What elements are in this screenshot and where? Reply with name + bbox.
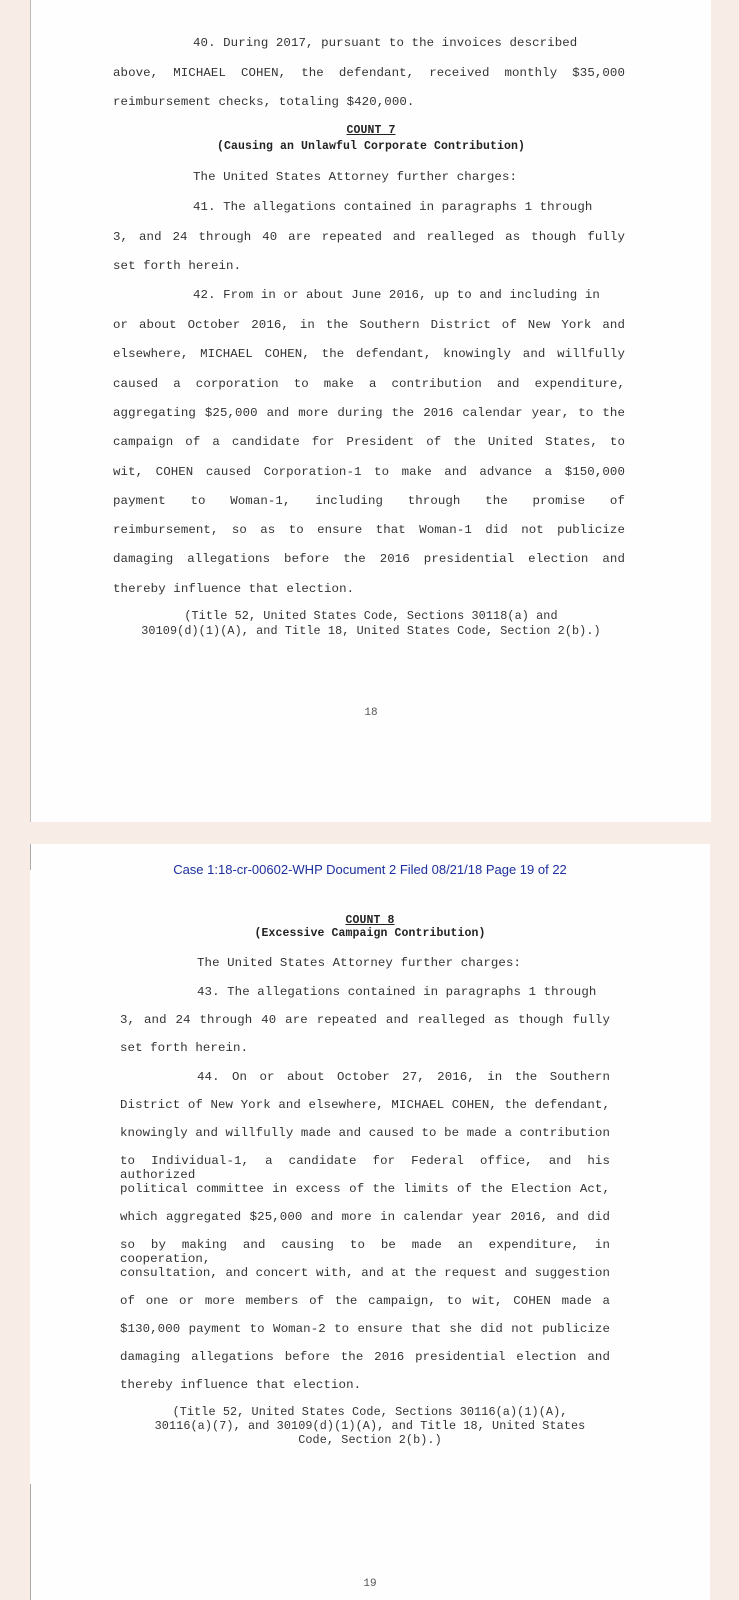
charges-line: The United States Attorney further charges: xyxy=(197,956,522,970)
paragraph-44-line-8: consultation, and concert with, and at the request and suggestion xyxy=(120,1266,610,1280)
paragraph-44-line-6: which aggregated $25,000 and more in calendar year 2016, and did xyxy=(120,1210,610,1224)
charges-line: The United States Attorney further charges: xyxy=(193,170,518,184)
paragraph-42-line-9: reimbursement, so as to ensure that Woman-1 did not publicize xyxy=(113,523,625,537)
case-header: Case 1:18-cr-00602-WHP Document 2 Filed 08/21/18 Page 19 of 22 xyxy=(173,862,567,877)
document-page-19 xyxy=(30,844,710,1600)
paragraph-43-line-3: set forth herein. xyxy=(120,1041,249,1055)
paragraph-44-line-10: $130,000 payment to Woman-2 to ensure that she did not publicize xyxy=(120,1322,610,1336)
paragraph-42-line-2: or about October 2016, in the Southern District of New York and xyxy=(113,318,625,332)
page-number: 18 xyxy=(364,707,378,719)
citation-line-3: Code, Section 2(b).) xyxy=(298,1433,442,1447)
paragraph-44-line-7: so by making and causing to be made an expenditure, in cooperation, xyxy=(120,1238,610,1266)
paragraph-42-line-8: payment to Woman-1, including through the promise of xyxy=(113,494,625,508)
paragraph-40-line-1: 40. During 2017, pursuant to the invoices described xyxy=(193,36,578,50)
document-page-18 xyxy=(30,0,711,822)
paragraph-41-line-3: set forth herein. xyxy=(113,259,242,273)
paragraph-41-line-2: 3, and 24 through 40 are repeated and realleged as though fully xyxy=(113,230,625,244)
page-number: 19 xyxy=(363,1578,377,1590)
paragraph-43-line-2: 3, and 24 through 40 are repeated and realleged as though fully xyxy=(120,1013,610,1027)
paragraph-44-line-9: of one or more members of the campaign, to wit, COHEN made a xyxy=(120,1294,610,1308)
paragraph-42-line-1: 42. From in or about June 2016, up to and including in xyxy=(193,288,600,302)
count-7-title: COUNT 7 xyxy=(346,124,396,137)
count-7-subtitle: (Causing an Unlawful Corporate Contribution) xyxy=(216,140,526,153)
paragraph-41-line-1: 41. The allegations contained in paragraphs 1 through xyxy=(193,200,593,214)
paragraph-40-line-2: above, MICHAEL COHEN, the defendant, received monthly $35,000 xyxy=(113,66,625,80)
paragraph-43-line-1: 43. The allegations contained in paragraphs 1 through xyxy=(197,985,597,999)
count-8-title: COUNT 8 xyxy=(345,914,395,927)
paragraph-44-line-11: damaging allegations before the 2016 presidential election and xyxy=(120,1350,610,1364)
citation-line-2: 30116(a)(7), and 30109(d)(1)(A), and Title 18, United States xyxy=(154,1419,586,1433)
paragraph-42-line-6: campaign of a candidate for President of the United States, to xyxy=(113,435,625,449)
paragraph-42-line-7: wit, COHEN caused Corporation-1 to make and advance a $150,000 xyxy=(113,465,625,479)
paragraph-44-line-3: knowingly and willfully made and caused to be made a contribution xyxy=(120,1126,610,1140)
paragraph-42-line-5: aggregating $25,000 and more during the 2016 calendar year, to the xyxy=(113,406,625,420)
paragraph-42-line-4: caused a corporation to make a contribution and expenditure, xyxy=(113,377,625,391)
paragraph-44-line-4: to Individual-1, a candidate for Federal office, and his authorized xyxy=(120,1154,610,1182)
paragraph-40-line-3: reimbursement checks, totaling $420,000. xyxy=(113,95,415,109)
paragraph-42-line-11: thereby influence that election. xyxy=(113,582,355,596)
paragraph-44-line-12: thereby influence that election. xyxy=(120,1378,362,1392)
count-8-subtitle: (Excessive Campaign Contribution) xyxy=(254,927,486,940)
paragraph-44-line-1: 44. On or about October 27, 2016, in the Southern xyxy=(197,1070,610,1084)
paragraph-42-line-3: elsewhere, MICHAEL COHEN, the defendant, knowingly and willfully xyxy=(113,347,625,361)
citation-line-1: (Title 52, United States Code, Sections 30116(a)(1)(A), xyxy=(172,1405,568,1419)
citation-line-1: (Title 52, United States Code, Sections 30118(a) and xyxy=(184,609,558,623)
citation-line-2: 30109(d)(1)(A), and Title 18, United States Code, Section 2(b).) xyxy=(141,624,601,638)
paragraph-42-line-10: damaging allegations before the 2016 presidential election and xyxy=(113,552,625,566)
paragraph-44-line-2: District of New York and elsewhere, MICHAEL COHEN, the defendant, xyxy=(120,1098,610,1112)
paragraph-44-line-5: political committee in excess of the limits of the Election Act, xyxy=(120,1182,610,1196)
